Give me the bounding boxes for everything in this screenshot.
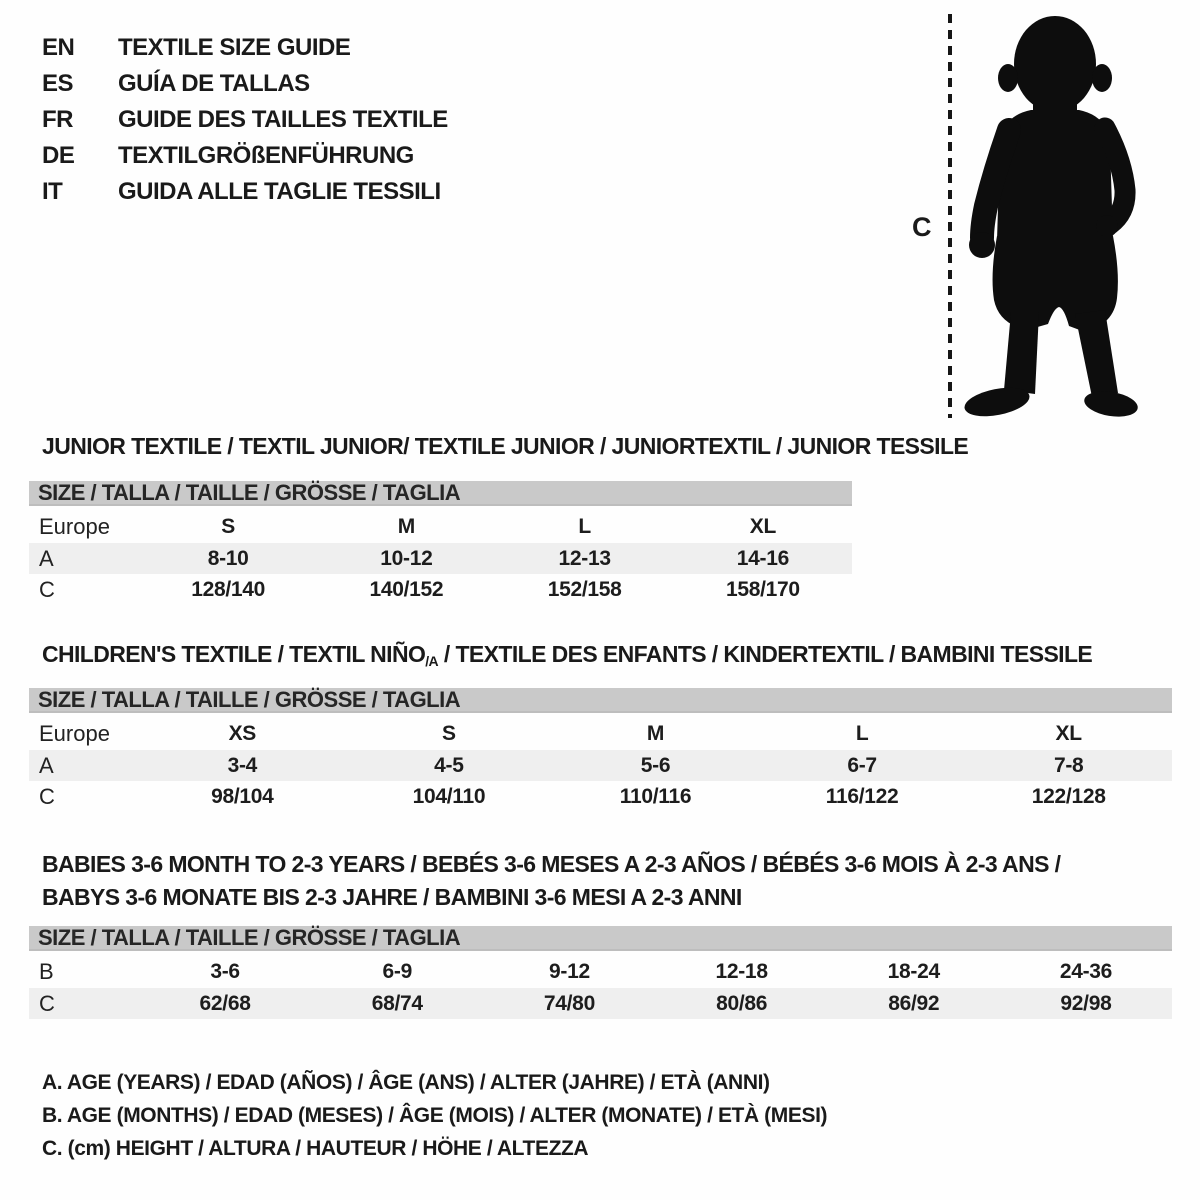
age-months-value: 3-6: [210, 959, 240, 983]
age-value: 5-6: [640, 753, 671, 777]
language-code: EN: [42, 34, 75, 61]
age-months-value: 9-12: [549, 959, 590, 983]
section-title-junior: JUNIOR TEXTILE / TEXTIL JUNIOR/ TEXTILE JUNIOR / JUNIORTEXTIL / JUNIOR TESSILE: [42, 433, 969, 459]
language-row-de: [42, 138, 448, 174]
height-value: 116/122: [825, 784, 899, 808]
table-header-row: [29, 510, 852, 543]
table-row-age-months: [29, 955, 1172, 988]
size-header-banner: SIZE / TALLA / TAILLE / GRÖSSE / TAGLIA: [29, 926, 1172, 951]
size-header-banner: SIZE / TALLA / TAILLE / GRÖSSE / TAGLIA: [29, 481, 852, 506]
age-value: 3-4: [227, 753, 258, 777]
height-value: 86/92: [888, 991, 940, 1015]
height-measure-figure: [890, 0, 1200, 440]
section-title-text: CHILDREN'S TEXTILE / TEXTIL NIÑO: [42, 641, 426, 667]
height-value: 74/80: [543, 991, 595, 1015]
toddler-silhouette-icon: [955, 12, 1155, 422]
guide-title-es: GUÍA DE TALLAS: [118, 70, 310, 97]
row-label: B: [39, 958, 54, 984]
height-value: 80/86: [716, 991, 768, 1015]
height-value: 92/98: [1060, 991, 1112, 1015]
size-column-header: L: [855, 721, 869, 745]
age-value: 4-5: [434, 753, 464, 777]
language-code: ES: [42, 70, 74, 97]
size-table-babies: [29, 926, 1172, 1019]
height-value: 104/110: [412, 784, 486, 808]
height-value: 110/116: [619, 784, 692, 808]
table-header-row: [29, 717, 1172, 750]
size-column-header: S: [442, 721, 456, 745]
legend-line-b: B. AGE (MONTHS) / EDAD (MESES) / ÂGE (MOIS) / ALTER (MONATE) / ETÀ (MESI): [42, 1103, 828, 1127]
size-column-header: M: [646, 721, 665, 745]
guide-title-fr: GUIDE DES TAILLES TEXTILE: [118, 106, 448, 133]
height-value: 62/68: [199, 991, 251, 1015]
age-value: 6-7: [847, 753, 877, 777]
table-row-height: [29, 574, 852, 605]
language-row-es: [42, 66, 448, 102]
height-value: 122/128: [1031, 784, 1106, 808]
row-label: C: [39, 576, 55, 602]
age-value: 14-16: [736, 546, 789, 570]
language-code: FR: [42, 106, 73, 133]
age-value: 8-10: [207, 546, 249, 570]
row-label: A: [39, 545, 54, 571]
height-measure-label: C: [912, 212, 932, 242]
table-row-age: [29, 750, 1172, 781]
size-column-header: L: [578, 514, 591, 538]
age-value: 7-8: [1053, 753, 1084, 777]
age-value: 10-12: [380, 546, 433, 570]
age-months-value: 18-24: [887, 959, 940, 983]
section-title-babies-line1: BABIES 3-6 MONTH TO 2-3 YEARS / BEBÉS 3-6 MESES A 2-3 AÑOS / BÉBÉS 3-6 MOIS À 2-3 ANS /: [42, 851, 1061, 877]
language-row-en: [42, 30, 448, 66]
section-title-babies-line2: BABYS 3-6 MONATE BIS 2-3 JAHRE / BAMBINI 3-6 MESI A 2-3 ANNI: [42, 884, 742, 910]
row-label: C: [39, 783, 55, 809]
size-column-header: XL: [749, 514, 776, 538]
language-row-it: [42, 174, 448, 210]
section-title-children: [42, 641, 1092, 669]
age-months-value: 24-36: [1059, 959, 1113, 983]
height-value: 140/152: [369, 577, 444, 601]
row-label: C: [39, 990, 55, 1016]
height-dashed-line: [948, 14, 952, 418]
height-value: 68/74: [371, 991, 423, 1015]
language-code: DE: [42, 142, 75, 169]
table-row-height: [29, 988, 1172, 1019]
height-value: 128/140: [191, 577, 266, 601]
legend: [42, 1066, 827, 1165]
section-title-subscript: /A: [425, 653, 439, 669]
age-value: 12-13: [558, 546, 611, 570]
size-column-header: M: [397, 514, 415, 538]
age-months-value: 6-9: [382, 959, 412, 983]
guide-title-de: TEXTILGRÖßENFÜHRUNG: [118, 142, 414, 169]
height-value: 158/170: [725, 577, 800, 601]
size-table-junior: [29, 481, 852, 605]
size-column-header: XL: [1055, 721, 1082, 745]
legend-line-a: A. AGE (YEARS) / EDAD (AÑOS) / ÂGE (ANS) / ALTER (JAHRE) / ETÀ (ANNI): [42, 1070, 770, 1094]
table-row-height: [29, 781, 1172, 812]
language-title-list: [42, 30, 448, 210]
size-column-header: S: [221, 514, 235, 538]
row-label: A: [39, 752, 54, 778]
region-label: Europe: [39, 513, 110, 539]
height-value: 152/158: [547, 577, 622, 601]
age-months-value: 12-18: [715, 959, 768, 983]
language-code: IT: [42, 178, 63, 205]
size-table-children: [29, 688, 1172, 812]
height-value: 98/104: [211, 784, 274, 808]
region-label: Europe: [39, 720, 110, 746]
guide-title-en: TEXTILE SIZE GUIDE: [118, 34, 351, 61]
guide-title-it: GUIDA ALLE TAGLIE TESSILI: [118, 178, 441, 205]
language-row-fr: [42, 102, 448, 138]
legend-line-c: C. (cm) HEIGHT / ALTURA / HAUTEUR / HÖHE / ALTEZZA: [42, 1136, 589, 1160]
section-title-text: / TEXTILE DES ENFANTS / KINDERTEXTIL / BAMBINI TESSILE: [438, 641, 1093, 667]
size-header-banner: SIZE / TALLA / TAILLE / GRÖSSE / TAGLIA: [29, 688, 1172, 713]
table-row-age: [29, 543, 852, 574]
size-column-header: XS: [228, 721, 256, 745]
